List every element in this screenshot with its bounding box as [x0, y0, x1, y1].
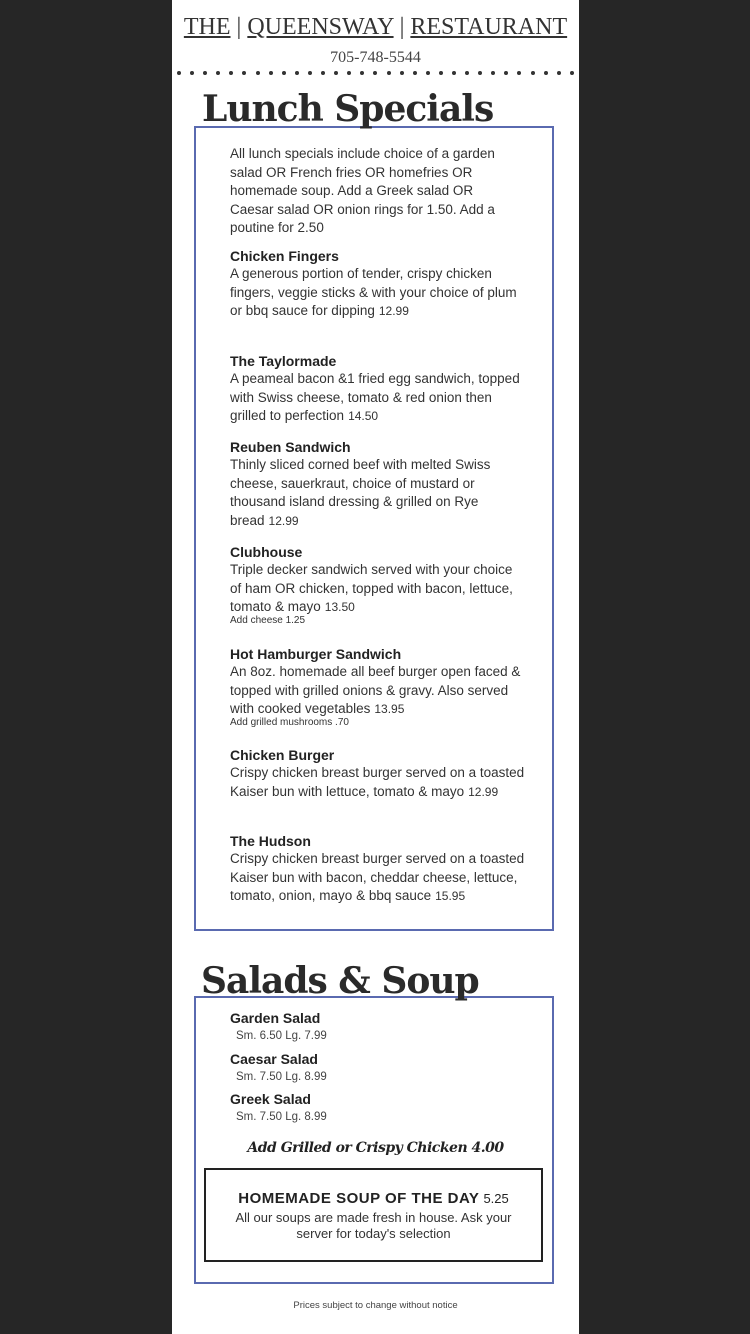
divider-dot: [360, 71, 364, 75]
salad-item: [230, 1009, 430, 1045]
divider-dot: [465, 71, 469, 75]
divider-dot: [203, 71, 207, 75]
divider-dot: [177, 71, 181, 75]
divider-dot: [491, 71, 495, 75]
divider-dot: [504, 71, 508, 75]
divider-dot: [517, 71, 521, 75]
item-name: Clubhouse: [230, 544, 303, 560]
menu-page: [172, 0, 579, 1334]
restaurant-name: THE | QUEENSWAY | RESTAURANT: [183, 14, 568, 40]
add-chicken-note: Add Grilled or Crispy Chicken 4.00: [247, 1140, 504, 1156]
divider-dot: [570, 71, 574, 75]
divider-dot: [452, 71, 456, 75]
item-price: 12.99: [468, 784, 499, 799]
item-extra: Add grilled mushrooms .70: [230, 716, 349, 728]
name-part: QUEENSWAY: [247, 14, 394, 40]
name-part: THE: [183, 14, 231, 40]
soup-title: HOMEMADE SOUP OF THE DAY: [238, 1190, 480, 1207]
lunch-intro: All lunch specials include choice of a garden salad OR French fries OR homefries OR homemade soup. Add a Greek salad OR Caesar salad OR onion rings for 1.50. Add a poutine for 2.50: [230, 146, 495, 236]
divider-dot: [308, 71, 312, 75]
soup-of-the-day-box: [204, 1168, 543, 1262]
salad-prices: Sm. 7.50 Lg. 8.99: [236, 1071, 327, 1083]
price-disclaimer: Prices subject to change without notice: [293, 1300, 458, 1311]
item-desc: Thinly sliced corned beef with melted Swiss cheese, sauerkraut, choice of mustard or thousand island dressing & grilled on Rye bread: [230, 457, 491, 528]
item-price: 15.95: [435, 889, 466, 904]
dotted-divider: [177, 68, 574, 78]
salad-name: Garden Salad: [230, 1010, 321, 1026]
divider-dot: [190, 71, 194, 75]
divider-dot: [269, 71, 273, 75]
divider-dot: [400, 71, 404, 75]
menu-item: [230, 247, 525, 321]
item-desc: An 8oz. homemade all beef burger open faced & topped with grilled onions & gravy. Also served with cooked vegetables: [230, 664, 521, 717]
item-name: The Hudson: [230, 833, 311, 849]
divider-dot: [426, 71, 430, 75]
salad-name: Caesar Salad: [230, 1051, 318, 1067]
soup-price: 5.25: [483, 1191, 509, 1206]
item-desc: Crispy chicken breast burger served on a toasted Kaiser bun with bacon, cheddar cheese, lettuce, tomato, onion, mayo & bbq sauce: [230, 851, 525, 904]
divider-dot: [387, 71, 391, 75]
item-desc: Triple decker sandwich served with your choice of ham OR chicken, topped with bacon, lettuce, tomato & mayo: [230, 562, 513, 615]
item-desc: Crispy chicken breast burger served on a toasted Kaiser bun with lettuce, tomato & mayo: [230, 765, 525, 799]
divider-dot: [256, 71, 260, 75]
divider-dot: [334, 71, 338, 75]
divider-dot: [242, 71, 246, 75]
divider-dot: [531, 71, 535, 75]
salad-name: Greek Salad: [230, 1091, 311, 1107]
item-price: 12.99: [268, 513, 299, 528]
menu-item: [230, 746, 525, 801]
divider-dot: [557, 71, 561, 75]
menu-item: [230, 645, 525, 728]
item-price: 13.50: [324, 600, 355, 615]
divider-dot: [229, 71, 233, 75]
divider-dot: [478, 71, 482, 75]
name-part: RESTAURANT: [410, 14, 568, 40]
item-price: 14.50: [348, 409, 379, 424]
item-desc: A peameal bacon &1 fried egg sandwich, topped with Swiss cheese, tomato & red onion then grilled to perfection: [230, 371, 520, 424]
menu-item: [230, 438, 525, 530]
item-name: Reuben Sandwich: [230, 439, 351, 455]
salad-prices: Sm. 7.50 Lg. 8.99: [236, 1111, 327, 1123]
lunch-specials-title: Lunch Specials: [202, 88, 494, 130]
phone-number[interactable]: 705-748-5544: [330, 49, 421, 66]
item-extra: Add cheese 1.25: [230, 614, 306, 626]
menu-item: [230, 543, 525, 626]
divider-dot: [373, 71, 377, 75]
item-desc: A generous portion of tender, crispy chicken fingers, veggie sticks & with your choice of plum or bbq sauce for dipping: [230, 266, 517, 319]
divider-dot: [216, 71, 220, 75]
divider-dot: [413, 71, 417, 75]
divider-dot: [439, 71, 443, 75]
item-price: 13.95: [374, 702, 405, 717]
menu-item: [230, 352, 525, 426]
salad-prices: Sm. 6.50 Lg. 7.99: [236, 1030, 327, 1042]
item-name: Hot Hamburger Sandwich: [230, 646, 402, 662]
soup-description: All our soups are made fresh in house. Ask your server for today's selection: [235, 1210, 512, 1241]
divider-dot: [347, 71, 351, 75]
item-name: Chicken Burger: [230, 747, 335, 763]
salad-item: [230, 1090, 430, 1126]
divider-dot: [321, 71, 325, 75]
divider-dot: [544, 71, 548, 75]
salads-soup-title: Salads & Soup: [201, 960, 479, 1002]
menu-item: [230, 832, 525, 906]
item-price: 12.99: [378, 304, 409, 319]
item-name: The Taylormade: [230, 353, 337, 369]
divider-dot: [295, 71, 299, 75]
divider-dot: [282, 71, 286, 75]
salad-item: [230, 1050, 430, 1086]
item-name: Chicken Fingers: [230, 248, 339, 264]
